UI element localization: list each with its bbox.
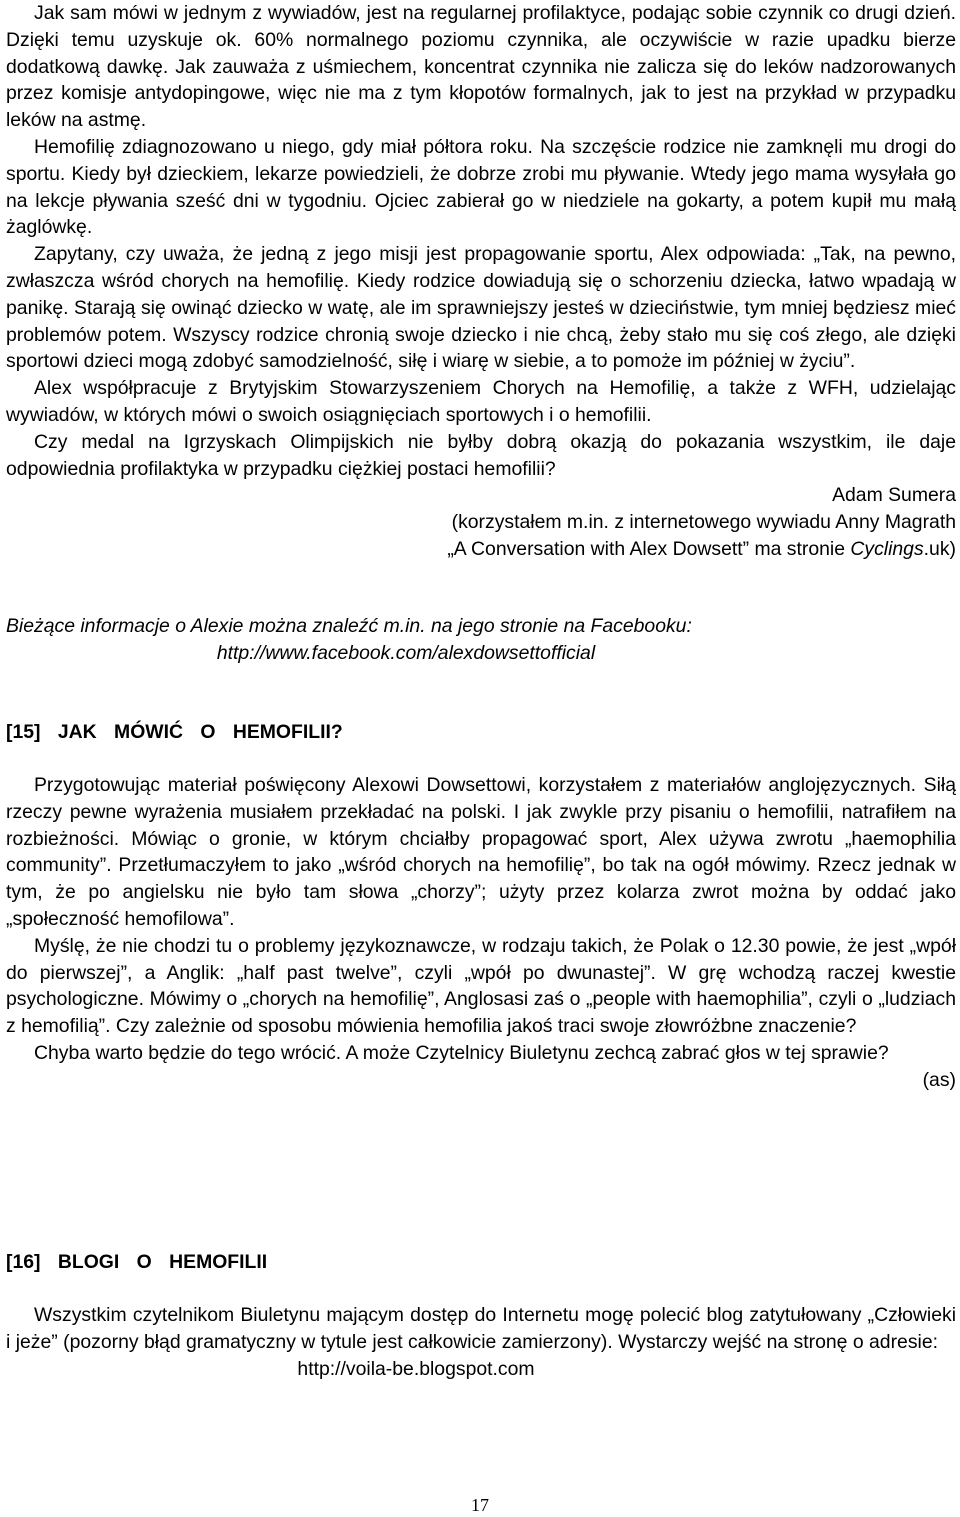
paragraph: Hemofilię zdiagnozowano u niego, gdy miał półtora roku. Na szczęście rodzice nie zamknęli mu drogi do sportu. Kiedy był dzieckiem, lekarze powiedzieli, że dobrze zrobi mu pływanie. Wtedy jego mama wysyłała go na lekcje pływania sześć dni w tygodniu. Ojciec zabierał go w niedziele na gokarty, a potem kupił mu małą żaglówkę. bbox=[6, 135, 956, 239]
page-number: 17 bbox=[471, 1495, 489, 1515]
source-line bbox=[6, 536, 956, 563]
source-site: Cyclings bbox=[850, 537, 924, 560]
source-text: „A Conversation with Alex Dowsett” ma stronie bbox=[447, 537, 851, 560]
facebook-info bbox=[6, 613, 956, 667]
section-heading-15 bbox=[6, 719, 343, 745]
section-number: [15] bbox=[6, 721, 41, 743]
paragraph: Zapytany, czy uważa, że jedną z jego misji jest propagowanie sportu, Alex odpowiada: „Tak, na pewno, zwłaszcza wśród chorych na hemofilię. Kiedy rodzice dowiadują się o schorzeniu dziecka, łatwo wpadają w panikę. Starają się owinąć dziecko w watę, ale im sprawniejszy jesteś w dzieciństwie, tym mniej będziesz mieć problemów potem. Wszyscy rodzice chronią swoje dziecko i nie chcą, żeby stało mu się coś złego, ale dzięki sportowi dzieci mogą zdobyć samodzielność, siłę i wiarę w siebie, a to pomoże im później w życiu”. bbox=[6, 243, 956, 373]
section-title: JAK MÓWIĆ O HEMOFILII? bbox=[57, 721, 343, 743]
signature: (as) bbox=[922, 1068, 956, 1091]
article-continuation bbox=[6, 0, 956, 563]
facebook-note: Bieżące informacje o Alexie można znaleźć m.in. na jego stronie na Facebooku: bbox=[6, 615, 692, 637]
blog-url[interactable]: http://voila-be.blogspot.com bbox=[297, 1357, 535, 1380]
paragraph: Chyba warto będzie do tego wrócić. A może Czytelnicy Biuletynu zechcą zabrać głos w tej sprawie? bbox=[34, 1041, 889, 1064]
paragraph: Wszystkim czytelnikom Biuletynu mającym dostęp do Internetu mogę polecić blog zatytułowany „Człowieki i jeże” (pozorny błąd gramatyczny w tytule jest całkowicie zamierzony). Wystarczy wejść na stronę o adresie: bbox=[6, 1304, 956, 1353]
paragraph: Czy medal na Igrzyskach Olimpijskich nie byłby dobrą okazją do pokazania wszystkim, ile daje odpowiednia profilaktyka w przypadku ciężkiej postaci hemofilii? bbox=[6, 430, 956, 480]
facebook-link[interactable]: http://www.facebook.com/alexdowsettofficial bbox=[216, 641, 596, 664]
section-title: BLOGI O HEMOFILII bbox=[57, 1251, 268, 1273]
paragraph: Przygotowując materiał poświęcony Alexowi Dowsettowi, korzystałem z materiałów anglojęzycznych. Siłą rzeczy pewne wyrażenia musiałem przekładać na polski. I jak zwykle przy pisaniu o hemofilii, natrafiłem na rozbieżności. Mówiąc o gronie, w którym chciałby propagować sport, Alex używa zwrotu „haemophilia community”. Przetłumaczyłem to jako „wśród chorych na hemofilię”, bo tak na ogół mówimy. Rzecz jednak w tym, że po angielsku nie było tam słowa „chorzy”; użyty przez kolarza zwrot można by oddać jako „społeczność hemofilowa”. bbox=[6, 774, 956, 930]
paragraph: Myślę, że nie chodzi tu o problemy językoznawcze, w rodzaju takich, że Polak o 12.30 powie, że jest „wpół do pierwszej”, a Anglik: „half past twelve”, czyli „wpół po dwunastej”. W grę wchodzą raczej kwestie psychologiczne. Mówimy o „chorych na hemofilię”, Anglosasi zaś o „people with haemophilia”, czyli o „ludziach z hemofilią”. Czy zależnie od sposobu mówienia hemofilia jakoś traci swoje złowróżbne znaczenie? bbox=[6, 934, 956, 1038]
source-text: .uk) bbox=[923, 537, 956, 560]
author-name: Adam Sumera bbox=[832, 484, 956, 507]
section-number: [16] bbox=[6, 1251, 41, 1273]
section-heading-16 bbox=[6, 1249, 267, 1275]
paragraph: Alex współpracuje z Brytyjskim Stowarzyszeniem Chorych na Hemofilię, a także z WFH, udzielając wywiadów, w których mówi o swoich osiągnięciach sportowych i o hemofilii. bbox=[6, 377, 956, 426]
source-line: (korzystałem m.in. z internetowego wywiadu Anny Magrath bbox=[451, 511, 956, 534]
section-16-body bbox=[6, 1302, 956, 1382]
paragraph: Jak sam mówi w jednym z wywiadów, jest na regularnej profilaktyce, podając sobie czynnik co drugi dzień. Dzięki temu uzyskuje ok. 60% normalnego poziomu czynnika, ale oczywiście w razie upadku bierze dodatkową dawkę. Jak zauważa z uśmiechem, koncentrat czynnika nie zalicza się do leków nadzorowanych przez komisje antydopingowe, więc nie ma z tym kłopotów formalnych, jak to jest na przykład w przypadku leków na astmę. bbox=[6, 2, 956, 132]
section-15-body bbox=[6, 772, 956, 1094]
